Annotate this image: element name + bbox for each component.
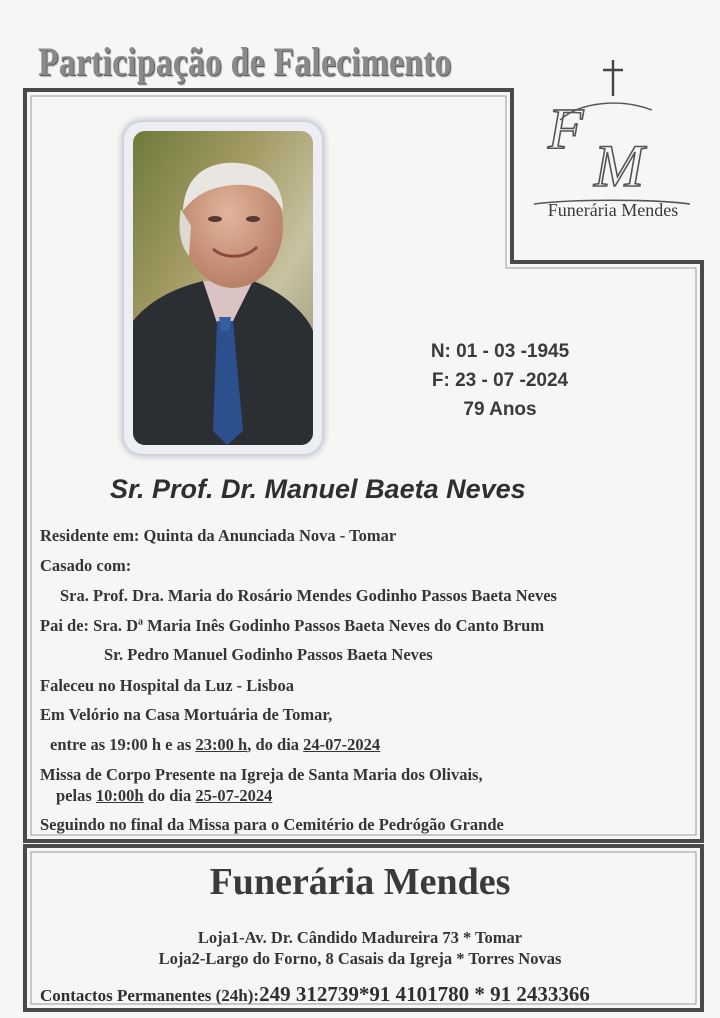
deceased-name: Sr. Prof. Dr. Manuel Baeta Neves	[110, 474, 526, 504]
life-dates	[400, 337, 600, 424]
monogram-f: F	[548, 96, 584, 161]
mass-date-prefix: do dia	[143, 786, 196, 805]
logo-name: Funerária Mendes	[547, 200, 679, 220]
mass-time-line	[56, 786, 272, 806]
monogram-m: M	[594, 133, 644, 199]
mass-time: 10:00h	[95, 786, 144, 805]
page-title: Participação de Falecimento	[38, 39, 452, 84]
contacts-label: Contactos Permanentes (24h):	[40, 986, 260, 1005]
logo-monogram	[540, 90, 690, 200]
parent-of-line-1: Pai de: Sra. Dª Maria Inês Godinho Passos Baeta Neves do Canto Brum	[40, 616, 545, 635]
residence-line: Residente em: Quinta da Anunciada Nova - Tomar	[40, 526, 397, 545]
contacts-numbers: 249 312739*91 4101780 * 91 2433366	[259, 982, 590, 1006]
wake-date-prefix: , do dia	[247, 735, 304, 754]
burial-line: Seguindo no final da Missa para o Cemitério de Pedrógão Grande	[40, 815, 504, 834]
age: 79 Anos	[463, 399, 537, 420]
wake-time-prefix: entre as 19:00 h e as	[50, 735, 196, 754]
store-address-1: Loja1-Av. Dr. Cândido Madureira 73 * Tomar	[197, 928, 523, 947]
wake-place-line: Em Velório na Casa Mortuária de Tomar,	[40, 705, 333, 724]
wake-end-time: 23:00 h	[195, 735, 248, 754]
footer-company-name: Funerária Mendes	[209, 861, 511, 903]
store-address-2: Loja2-Largo do Forno, 8 Casais da Igreja * Torres Novas	[158, 949, 562, 968]
parent-of-line-2: Sr. Pedro Manuel Godinho Passos Baeta Neves	[104, 645, 433, 664]
married-label: Casado com:	[40, 556, 132, 575]
contacts-line	[40, 982, 590, 1007]
death-place-line: Faleceu no Hospital da Luz - Lisboa	[40, 676, 294, 695]
spouse-line: Sra. Prof. Dra. Maria do Rosário Mendes Godinho Passos Baeta Neves	[60, 586, 557, 605]
mass-date: 25-07-2024	[195, 786, 273, 805]
portrait-photo	[133, 131, 313, 445]
mass-place-line: Missa de Corpo Presente na Igreja de Santa Maria dos Olivais,	[40, 765, 483, 784]
death-date: F: 23 - 07 -2024	[431, 370, 569, 391]
mass-time-prefix: pelas	[56, 786, 96, 805]
wake-date: 24-07-2024	[303, 735, 381, 754]
wake-time-line	[50, 735, 380, 755]
birth-date: N: 01 - 03 -1945	[430, 341, 570, 362]
